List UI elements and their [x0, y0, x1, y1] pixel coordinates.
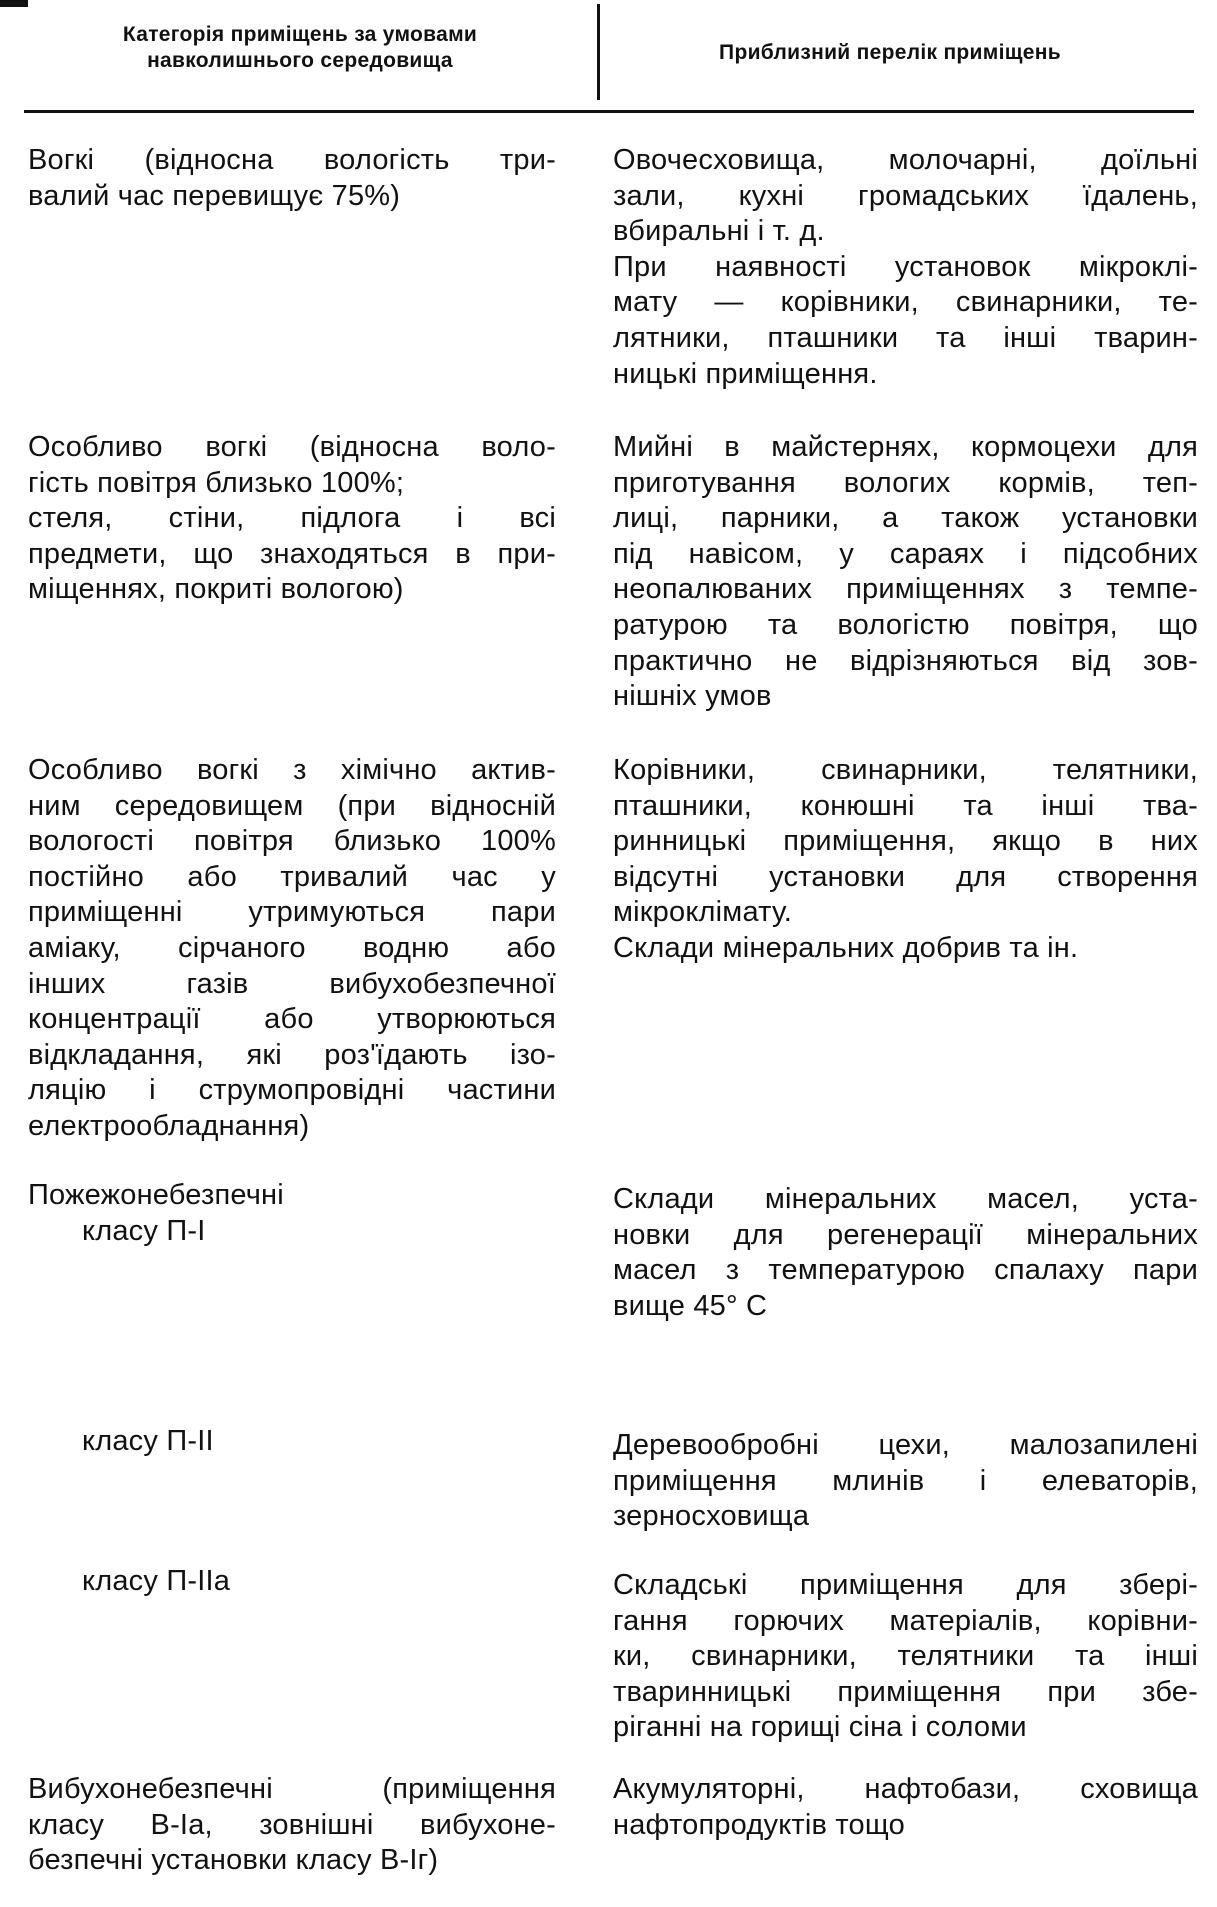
category-line: гість повітря близько 100%; [28, 466, 405, 499]
premises-line: ринницькі приміщення, якщо в них [613, 825, 1198, 858]
premises-line: лиці, парники, а також установки [613, 502, 1198, 535]
premises-line: Корівники, свинарники, телятники, [613, 754, 1198, 786]
premises-cell [613, 143, 1198, 392]
premises-line: Склади мінеральних масел, уста- [613, 1183, 1198, 1215]
premises-line: вбиральні і т. д. [613, 215, 825, 248]
category-cell [28, 143, 556, 214]
premises-line: під навісом, у сараях і підсобних [613, 537, 1198, 570]
category-line: класу П-ІІа [82, 1565, 231, 1597]
category-line: електрообладнання) [28, 1109, 310, 1142]
premises-line: Деревообробні цехи, малозапилені [613, 1429, 1198, 1461]
premises-line: нафтопродуктів тощо [613, 1808, 905, 1841]
category-line: предмети, що знаходяться в при- [28, 537, 556, 570]
category-cell [28, 1424, 556, 1460]
premises-cell [613, 1182, 1198, 1324]
category-line: відкладання, які роз'їдають ізо- [28, 1038, 556, 1071]
category-line: ним середовищем (при відносній [28, 789, 556, 822]
category-cell [28, 1564, 556, 1600]
premises-cell [613, 1772, 1198, 1843]
premises-line: тваринницькі приміщення при збе- [613, 1675, 1198, 1708]
header-premises-title: Приблизний перелік приміщень [719, 41, 1061, 64]
category-line: постійно або тривалий час у [28, 860, 556, 893]
category-line: Пожежонебезпечні [28, 1179, 284, 1211]
category-cell [28, 753, 556, 1145]
premises-line: приготування вологих кормів, теп- [613, 466, 1198, 499]
premises-cell [613, 1568, 1198, 1746]
category-line: приміщенні утримуються пари [28, 896, 556, 929]
category-line: інших газів вибухобезпечної [28, 967, 556, 1000]
premises-line: вище 45° С [613, 1289, 768, 1322]
category-line: вологості повітря близько 100% [28, 825, 556, 858]
category-line: ляцію і струмопровідні частини [28, 1074, 556, 1107]
premises-line: пташники, конюшні та інші тва- [613, 789, 1198, 822]
header-category-line: Категорія приміщень за умовами [122, 23, 478, 46]
category-line: безпечні установки класу В-Іг) [28, 1844, 439, 1877]
category-line: концентрації або утворюються [28, 1003, 556, 1036]
premises-line: практично не відрізняються від зов- [613, 644, 1198, 677]
category-cell [28, 1772, 556, 1879]
premises-line: нішніх умов [613, 680, 772, 713]
premises-cell [613, 1428, 1198, 1535]
premises-line: зерносховища [613, 1500, 810, 1533]
premises-line: ницькі приміщення. [613, 357, 878, 390]
table-header [0, 0, 1217, 112]
premises-line: ки, свинарники, телятники та інші [613, 1640, 1198, 1673]
premises-line: мату — корівники, свинарники, те- [613, 286, 1198, 319]
category-line: стеля, стіни, підлога і всі [28, 502, 556, 535]
premises-line: новки для регенерації мінеральних [613, 1218, 1198, 1251]
premises-line: Склади мінеральних добрив та ін. [613, 931, 1079, 964]
header-category-line: навколишнього середовища [147, 49, 453, 72]
category-line: Особливо вогкі (відносна воло- [28, 431, 556, 463]
category-line: Особливо вогкі з хімічно актив- [28, 754, 556, 786]
premises-line: зали, кухні громадських їдалень, [613, 179, 1198, 212]
premises-line: неопалюваних приміщеннях з темпе- [613, 573, 1198, 606]
header-rule [24, 110, 1194, 113]
category-line: класу П-ІІ [82, 1425, 214, 1457]
premises-line: ратурою та вологістю повітря, що [613, 608, 1198, 641]
category-cell [28, 1178, 556, 1249]
category-line: валий час перевищує 75%) [28, 179, 401, 212]
category-line: Вибухонебезпечні (приміщення [28, 1773, 556, 1805]
premises-line: відсутні установки для створення [613, 860, 1198, 893]
premises-line: Акумуляторні, нафтобази, сховища [613, 1773, 1198, 1805]
premises-line: ріганні на горищі сіна і соломи [613, 1711, 1027, 1744]
premises-line: Овочесховища, молочарні, доїльні [613, 144, 1198, 176]
category-line: міщеннях, покриті вологою) [28, 573, 404, 606]
category-line: класу П-І [82, 1214, 206, 1247]
premises-cell [613, 753, 1198, 967]
header-category-title [30, 22, 570, 74]
category-line: Вогкі (відносна вологість три- [28, 144, 556, 176]
category-cell [28, 430, 556, 608]
premises-line: мікроклімату. [613, 896, 792, 929]
category-line: класу В-Іа, зовнішні вибухоне- [28, 1808, 556, 1841]
premises-line: приміщення млинів і елеваторів, [613, 1464, 1198, 1497]
premises-line: Складські приміщення для збері- [613, 1569, 1198, 1601]
premises-line: лятники, пташники та інші тварин- [613, 321, 1198, 354]
premises-cell [613, 430, 1198, 715]
premises-line: гання горючих матеріалів, корівни- [613, 1604, 1198, 1637]
premises-line: При наявності установок мікроклі- [613, 250, 1198, 283]
premises-line: масел з температурою спалаху пари [613, 1254, 1198, 1287]
category-line: аміаку, сірчаного водню або [28, 931, 556, 964]
premises-line: Мийні в майстернях, кормоцехи для [613, 431, 1198, 463]
